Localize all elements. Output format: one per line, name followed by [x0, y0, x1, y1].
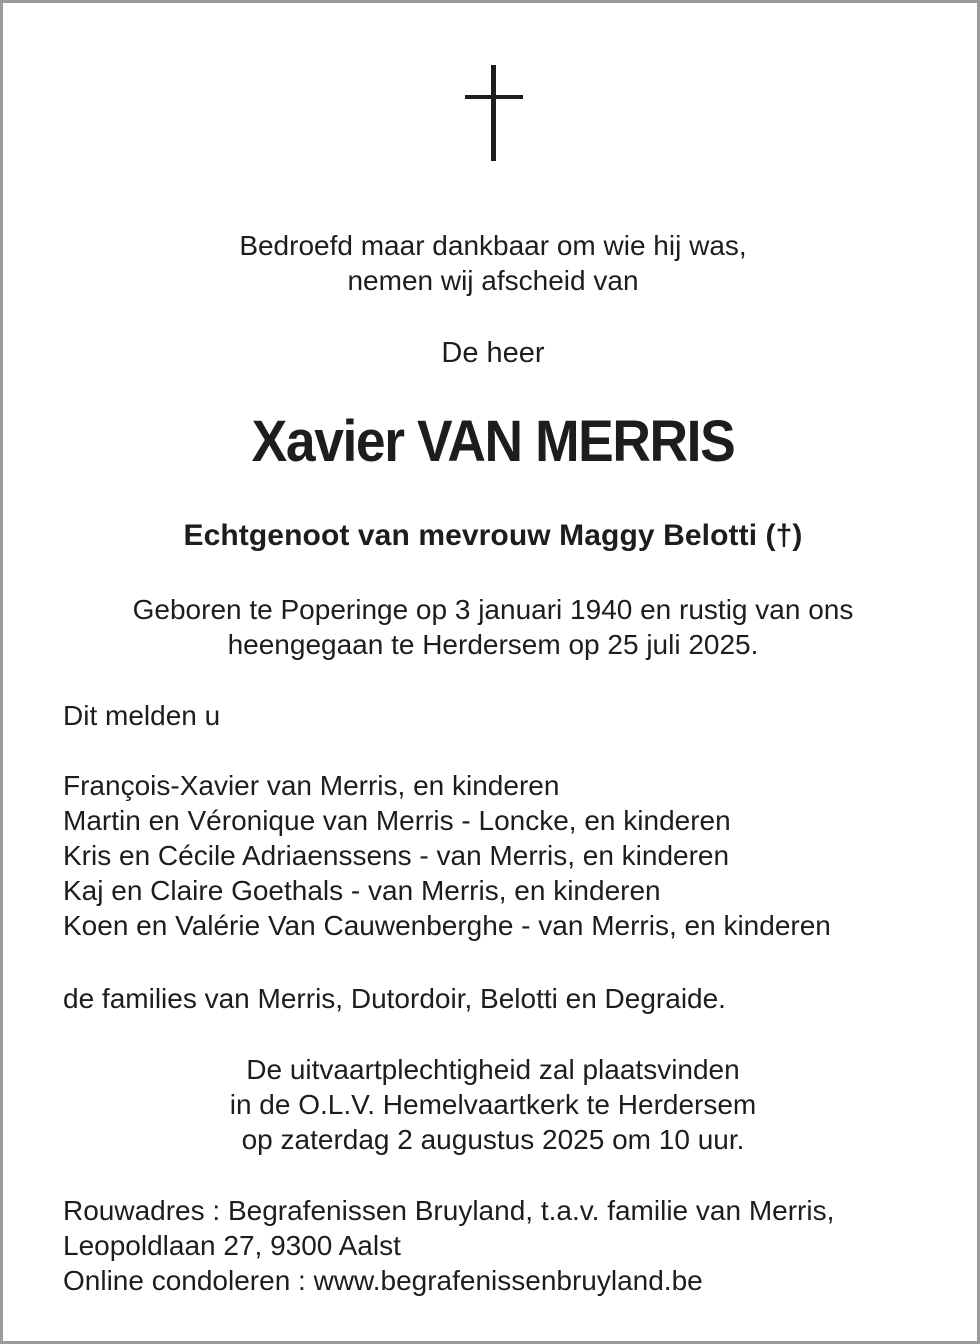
condolence-link[interactable]: Online condoleren : www.begrafenissenbruyland.be	[63, 1265, 703, 1296]
family-member: Martin en Véronique van Merris - Loncke, en kinderen	[63, 805, 731, 836]
funeral-details	[3, 1052, 980, 1157]
funeral-line: De uitvaartplechtigheid zal plaatsvinden	[246, 1054, 740, 1085]
intro-text	[3, 228, 980, 298]
intro-line: nemen wij afscheid van	[347, 265, 639, 296]
deceased-name: Xavier VAN MERRIS	[251, 409, 735, 474]
birth-line: Geboren te Poperinge op 3 januari 1940 en rustig van ons	[132, 594, 854, 625]
family-list	[63, 768, 943, 943]
announce-text: Dit melden u	[63, 700, 221, 731]
condolence-address	[63, 1193, 943, 1298]
family-member: François-Xavier van Merris, en kinderen	[63, 770, 560, 801]
funeral-line: op zaterdag 2 augustus 2025 om 10 uur.	[241, 1124, 745, 1155]
honorific: De heer	[441, 337, 545, 369]
extended-families: de families van Merris, Dutordoir, Belotti en Degraide.	[63, 983, 726, 1014]
funeral-line: in de O.L.V. Hemelvaartkerk te Herdersem	[229, 1089, 757, 1120]
intro-line: Bedroefd maar dankbaar om wie hij was,	[239, 230, 747, 261]
death-line: heengegaan te Herdersem op 25 juli 2025.	[227, 629, 759, 660]
family-member: Koen en Valérie Van Cauwenberghe - van Merris, en kinderen	[63, 910, 831, 941]
address-line: Rouwadres : Begrafenissen Bruyland, t.a.v. familie van Merris,	[63, 1195, 835, 1226]
spouse-line: Echtgenoot van mevrouw Maggy Belotti (†)	[183, 519, 803, 552]
birth-death-text	[3, 592, 980, 662]
family-member: Kaj en Claire Goethals - van Merris, en kinderen	[63, 875, 661, 906]
address-line: Leopoldlaan 27, 9300 Aalst	[63, 1230, 401, 1261]
family-member: Kris en Cécile Adriaenssens - van Merris, en kinderen	[63, 840, 730, 871]
cross-icon	[465, 65, 523, 161]
